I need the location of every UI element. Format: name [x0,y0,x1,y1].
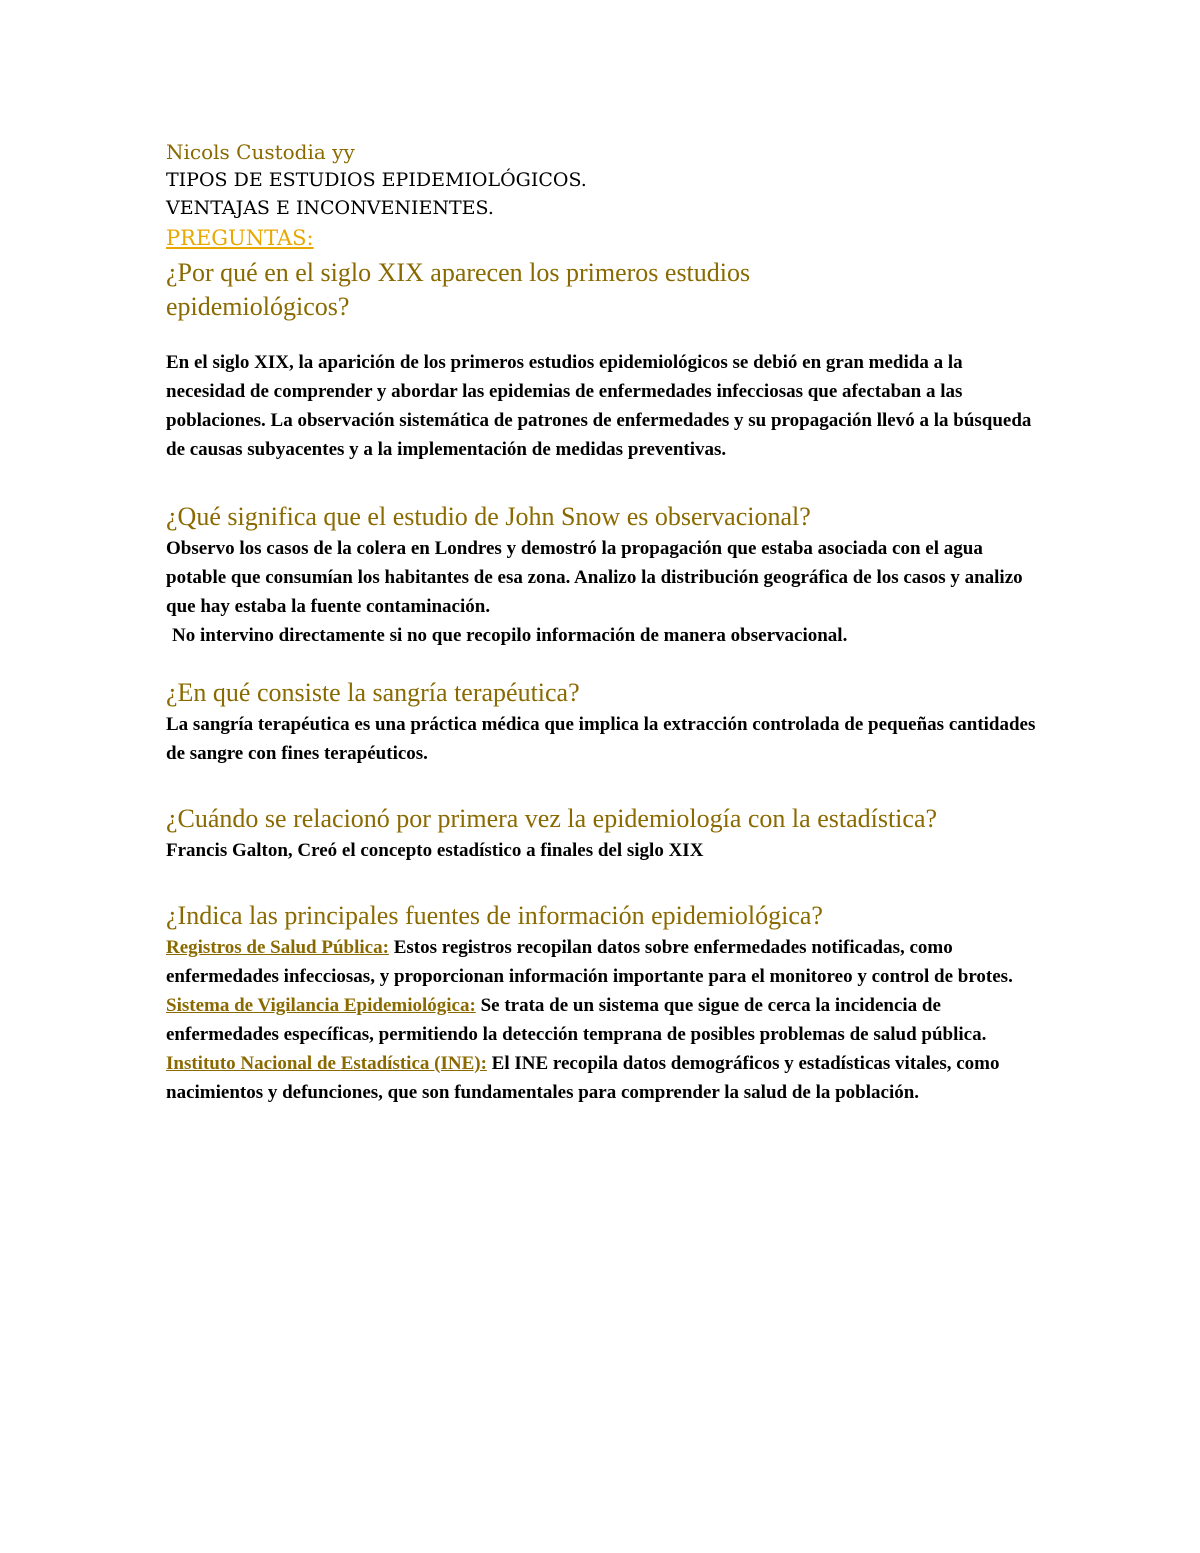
source-item [166,933,1036,991]
question-heading: ¿Indica las principales fuentes de información epidemiológica? [166,901,823,930]
source-name: Sistema de Vigilancia Epidemiológica: [166,995,476,1016]
source-name: Instituto Nacional de Estadística (INE): [166,1053,487,1074]
question-answer: En el siglo XIX, la aparición de los primeros estudios epidemiológicos se debió en gran medida a la necesidad de comprender y abordar las epidemias de enfermedades infecciosas que afectaban a las poblaciones. La observación sistemática de patrones de enfermedades y su propagación llevó a la búsqueda de causas subyacentes y a la implementación de medidas preventivas. [166,352,1032,460]
question-heading: ¿Por qué en el siglo XIX aparecen los primeros estudios epidemiológicos? [166,258,751,321]
question-answer: La sangría terapéutica es una práctica médica que implica la extracción controlada de pequeñas cantidades de sangre con fines terapéuticos. [166,714,1036,764]
source-item [166,1049,1036,1107]
question-block-2 [166,500,1046,650]
source-description: El INE recopila datos demográficos y estadísticas vitales, como nacimientos y defunciones, que son fundamentales para comprender la salud de la población. [166,1053,1000,1103]
author-name: Nicols Custodia yy [166,140,355,164]
question-answer: Francis Galton, Creó el concepto estadístico a finales del siglo XIX [166,840,704,861]
question-answer: Observo los casos de la colera en Londres y demostró la propagación que estaba asociada con el agua potable que consumían los habitantes de esa zona. Analizo la distribución geográfica de los casos y analizo que hay estaba la fuente contaminación. [166,538,1023,617]
document-title-line-1: TIPOS DE ESTUDIOS EPIDEMIOLÓGICOS. [166,169,587,191]
source-item [166,991,1036,1049]
question-answer-extra: No intervino directamente si no que recopilo información de manera observacional. [172,625,848,646]
question-block-5 [166,899,1046,1107]
question-block-3 [166,676,1046,768]
question-heading: ¿En qué consiste la sangría terapéutica? [166,678,580,707]
question-heading: ¿Qué significa que el estudio de John Snow es observacional? [166,502,811,531]
question-block-4 [166,802,1046,865]
source-name: Registros de Salud Pública: [166,937,389,958]
question-block-1 [166,256,1046,464]
section-label: PREGUNTAS: [166,226,314,250]
document-page [166,138,1046,1107]
source-description: Se trata de un sistema que sigue de cerca la incidencia de enfermedades específicas, permitiendo la detección temprana de posibles problemas de salud pública. [166,995,987,1045]
question-heading: ¿Cuándo se relacionó por primera vez la epidemiología con la estadística? [166,804,938,833]
document-title-line-2: VENTAJAS E INCONVENIENTES. [166,197,494,219]
source-description: Estos registros recopilan datos sobre enfermedades notificadas, como enfermedades infecciosas, y proporcionan información importante para el monitoreo y control de brotes. [166,937,1013,987]
